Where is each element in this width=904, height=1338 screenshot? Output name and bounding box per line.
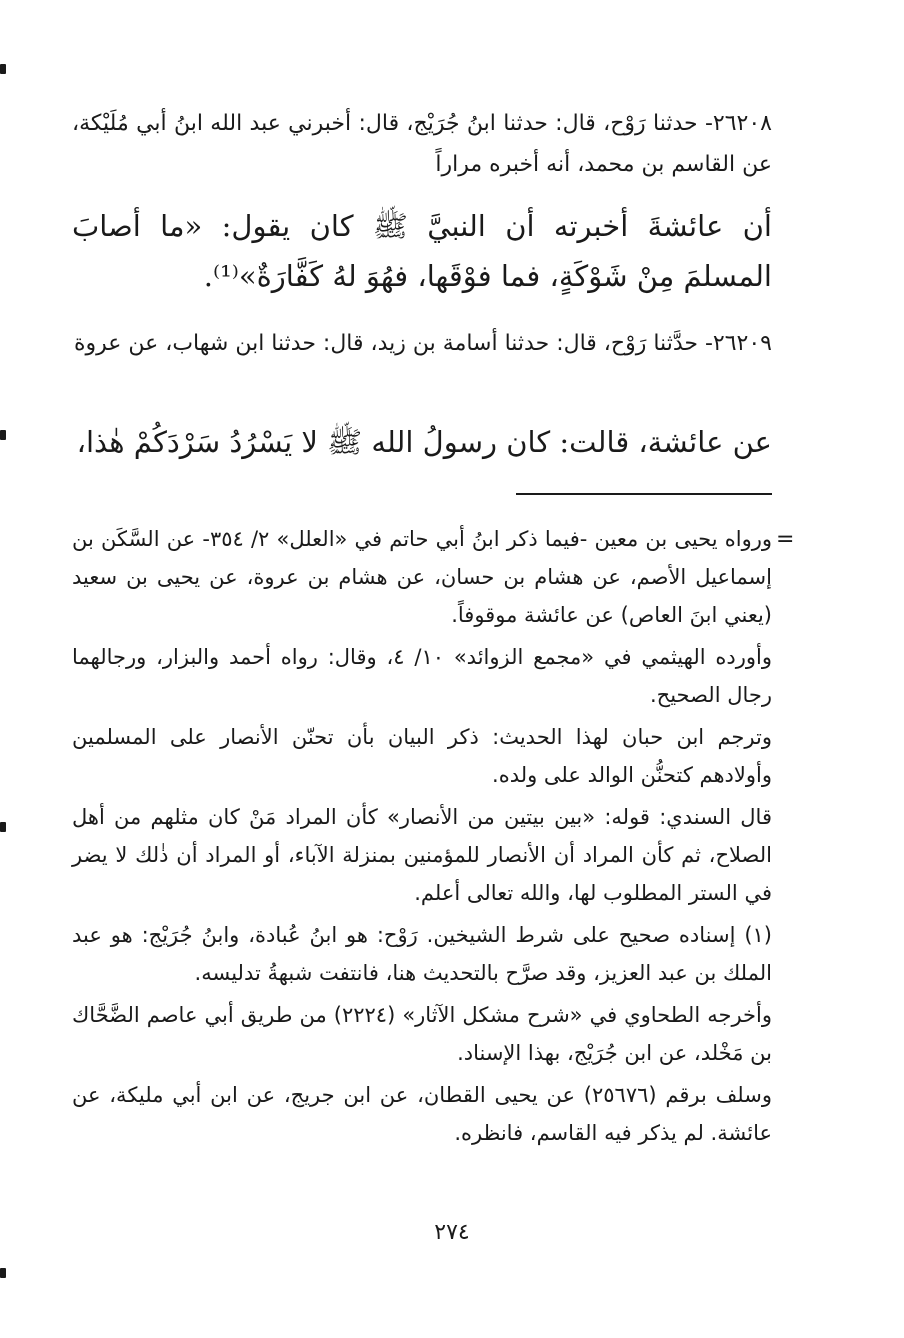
footnote-paragraph: قال السندي: قوله: «بين بيتين من الأنصار» كأن المراد مَنْ كان مثلهم من أهل الصلاح، ثم كأن المراد أن الأنصار للمؤمنين بمنزلة الآباء، أو المراد أن ذٰلك لا يضر في الستر المطلوب لها، والله تعالى أعلم. [72,805,772,905]
footnote-paragraph: وترجم ابن حبان لهذا الحديث: ذكر البيان بأن تحنّن الأنصار على المسلمين وأولادهم كتحنُّن الوالد على ولده. [72,725,772,787]
hadith-matn-text: عن عائشة، قالت: كان رسولُ الله ﷺ لا يَسْرُدُ سَرْدَكُمْ هٰذا، [76,425,772,459]
footnote-paragraph: وأورده الهيثمي في «مجمع الزوائد» ١٠/ ٤، وقال: رواه أحمد والبزار، ورجالهما رجال الصحيح. [72,645,772,707]
footnote-paragraph: ورواه يحيى بن معين -فيما ذكر ابنُ أبي حاتم في «العلل» ٢/ ٣٥٤- عن السَّكَن بن إسماعيل الأصم، عن هشام بن حسان، عن هشام بن عروة، عن يحيى بن سعيد (يعني ابنَ العاص) عن عائشة موقوفاً. [72,527,772,627]
footnote-separator [516,493,772,495]
hadith-chain-text: ٢٦٢٠٨- حدثنا رَوْح، قال: حدثنا ابنُ جُرَيْج، قال: أخبرني عبد الله ابنُ أبي مُلَيْكة، عن القاسم بن محمد، أنه أخبره مراراً [72,111,772,177]
page-number: ٢٧٤ [434,1220,470,1245]
hadith-chain-text: ٢٦٢٠٩- حدَّثنا رَوْح، قال: حدثنا أسامة بن زيد، قال: حدثنا ابن شهاب، عن عروة [73,331,772,356]
margin-mark [0,822,6,832]
footnotes-section [72,520,772,1156]
footnote-paragraph: وأخرجه الطحاوي في «شرح مشكل الآثار» (٢٢٢٤) من طريق أبي عاصم الضَّحَّاك بن مَخْلد، عن ابن جُرَيْج، بهذا الإسناد. [72,1003,772,1065]
margin-mark [0,1268,6,1278]
margin-mark [0,64,6,74]
continuation-mark: = [776,527,795,552]
hadith-26209-chain [72,323,772,364]
hadith-26208-chain [72,103,772,185]
hadith-26209-matn [72,417,772,467]
footnote-paragraph: وسلف برقم (٢٥٦٧٦) عن يحيى القطان، عن ابن جريج، عن ابن أبي مليكة، عن عائشة. لم يذكر فيه القاسم، فانظره. [72,1083,772,1145]
margin-mark [0,430,6,440]
hadith-26208-matn [72,201,772,301]
hadith-matn-text: أن عائشةَ أخبرته أن النبيَّ ﷺ كان يقول: «ما أصابَ المسلمَ مِنْ شَوْكَةٍ، فما فوْقَها، فهُوَ لهُ كَفَّارَةٌ»⁽¹⁾. [72,209,772,293]
footnote-paragraph: (١) إسناده صحيح على شرط الشيخين. رَوْح: هو ابنُ عُبادة، وابنُ جُرَيْج: هو عبد الملك بن عبد العزيز، وقد صرَّح بالتحديث هنا، فانتفت شبهةُ تدليسه. [72,923,772,985]
